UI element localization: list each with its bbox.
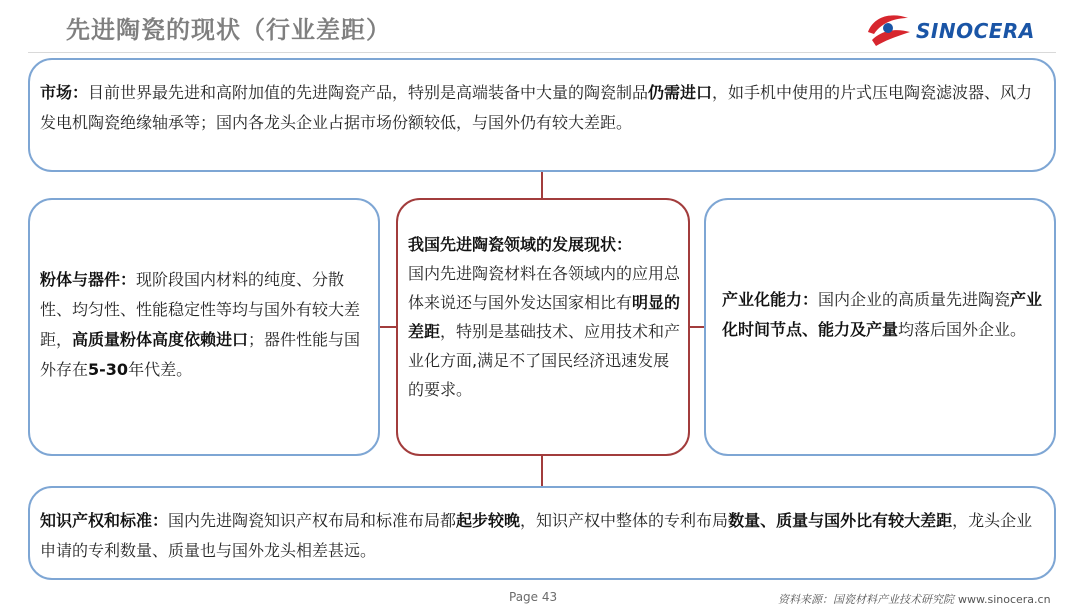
market-box bbox=[28, 58, 1056, 172]
website-link[interactable]: www.sinocera.cn bbox=[958, 593, 1051, 606]
logo-wordmark: SINOCERA bbox=[916, 19, 1035, 43]
sinocera-emblem-icon bbox=[862, 10, 916, 50]
industrial-highlight: 产业化时间节点、能力及产量 bbox=[722, 290, 1043, 339]
connector-left bbox=[380, 326, 396, 328]
market-highlight: 仍需进口 bbox=[648, 83, 713, 102]
ip-standards-box bbox=[28, 486, 1056, 580]
development-status-box bbox=[396, 198, 690, 456]
ip-label: 知识产权和标准： bbox=[40, 511, 169, 530]
powder-text-1: 现阶段国内材料的纯度、分散性、均匀性、性能稳定性等均与国外有较大差距， bbox=[40, 270, 361, 349]
center-text-1: 国内先进陶瓷材料在各领域内的应用总体来说还与国外发达国家相比有 bbox=[408, 264, 681, 312]
center-text-2: ，特别是基础技术、应用技术和产业化方面,满足不了国民经济迅速发展的要求。 bbox=[408, 322, 681, 399]
footer-source bbox=[778, 591, 1051, 607]
ip-text-2: ，知识产权中整体的专利布局 bbox=[520, 511, 729, 530]
ip-text-3: ，龙头企业申请的专利数量、质量也与国外龙头相差甚远。 bbox=[40, 511, 1033, 560]
industrial-text-2: 均落后国外企业。 bbox=[898, 320, 1027, 339]
industrial-label: 产业化能力： bbox=[722, 290, 819, 309]
market-text-2: ，如手机中使用的片式压电陶瓷滤波器、风力发电机陶瓷绝缘轴承等；国内各龙头企业占据市场份额较低，与国外仍有较大差距。 bbox=[40, 83, 1033, 132]
market-label: 市场： bbox=[40, 83, 89, 102]
industrial-text-1: 国内企业的高质量先进陶瓷 bbox=[818, 290, 1011, 309]
industrialization-box bbox=[704, 198, 1056, 456]
powder-text-2: ；器件性能与国外存在 bbox=[40, 330, 361, 379]
page-number: Page 43 bbox=[509, 590, 558, 604]
powder-devices-box bbox=[28, 198, 380, 456]
powder-label: 粉体与器件： bbox=[40, 270, 137, 289]
source-text: 资料来源：国瓷材料产业技术研究院 bbox=[778, 593, 954, 606]
market-text-1: 目前世界最先进和高附加值的先进陶瓷产品，特别是高端装备中大量的陶瓷制品 bbox=[88, 83, 649, 102]
connector-top bbox=[541, 172, 543, 198]
connector-right bbox=[690, 326, 704, 328]
sinocera-logo bbox=[862, 10, 1058, 50]
powder-text-3: 年代差。 bbox=[128, 360, 193, 379]
ip-text-1: 国内先进陶瓷知识产权布局和标准布局都 bbox=[168, 511, 457, 530]
center-heading: 我国先进陶瓷领域的发展现状： bbox=[408, 235, 633, 254]
ip-highlight-1: 起步较晚 bbox=[456, 511, 521, 530]
center-highlight: 明显的差距 bbox=[408, 293, 681, 341]
ip-highlight-2: 数量、质量与国外比有较大差距 bbox=[728, 511, 953, 530]
header-divider bbox=[28, 52, 1056, 53]
powder-highlight-1: 高质量粉体高度依赖进口 bbox=[72, 330, 249, 349]
connector-bottom bbox=[541, 456, 543, 486]
page-title: 先进陶瓷的现状（行业差距） bbox=[66, 16, 391, 44]
powder-highlight-2: 5-30 bbox=[88, 360, 129, 379]
